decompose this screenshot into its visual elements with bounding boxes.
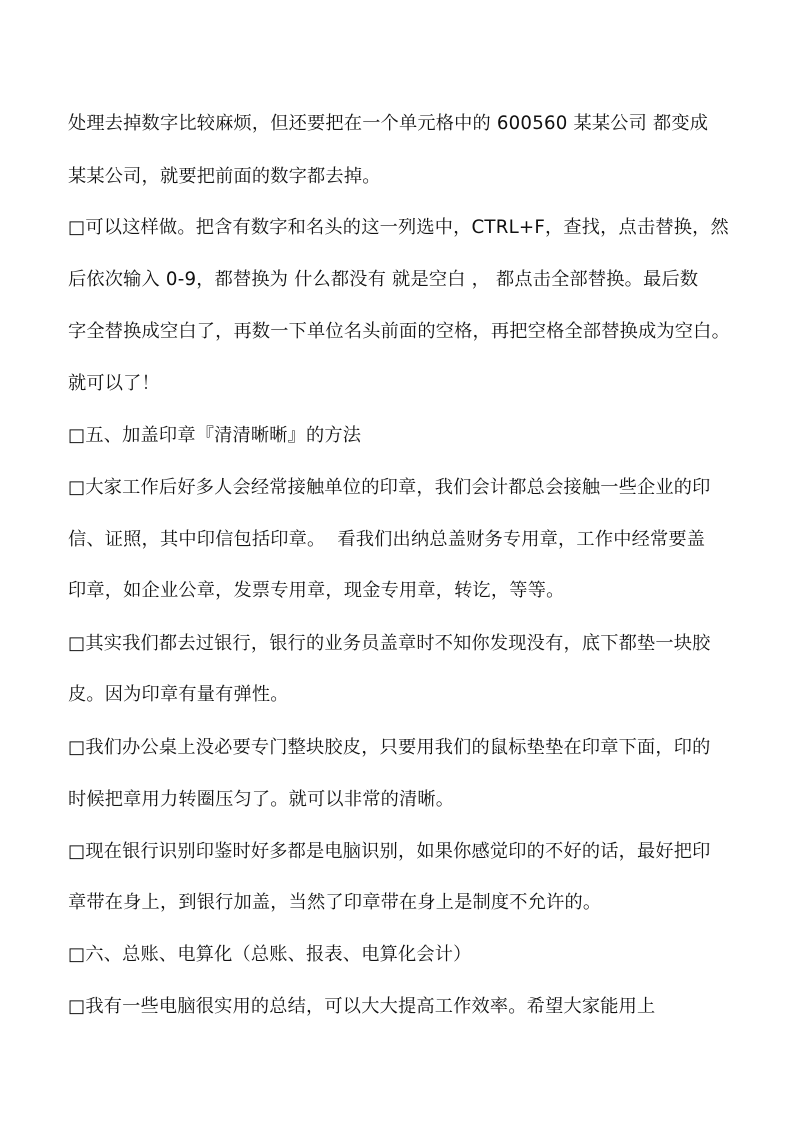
text-line: □现在银行识别印鉴时好多都是电脑识别，如果你感觉印的不好的话，最好把印 bbox=[68, 841, 711, 862]
text-line: 时候把章用力转圈压匀了。就可以非常的清晰。 bbox=[68, 789, 455, 810]
text-line: 印章，如企业公章，发票专用章，现金专用章，转讫，等等。 bbox=[68, 580, 565, 601]
section-heading: □六、总账、电算化（总账、报表、电算化会计） bbox=[68, 944, 472, 965]
text-line: □大家工作后好多人会经常接触单位的印章，我们会计都总会接触一些企业的印 bbox=[68, 477, 711, 498]
text-line: 章带在身上，到银行加盖，当然了印章带在身上是制度不允许的。 bbox=[68, 892, 602, 913]
text-line: □可以这样做。把含有数字和名头的这一列选中，CTRL+F，查找，点击替换，然 bbox=[68, 217, 729, 238]
text-line: 某某公司，就要把前面的数字都去掉。 bbox=[68, 166, 381, 187]
text-line: □我有一些电脑很实用的总结，可以大大提高工作效率。希望大家能用上 bbox=[68, 996, 656, 1017]
text-line: 信、证照，其中印信包括印章。 看我们出纳总盖财务专用章，工作中经常要盖 bbox=[68, 529, 706, 550]
text-line: □我们办公桌上没必要专门整块胶皮，只要用我们的鼠标垫垫在印章下面，印的 bbox=[68, 737, 711, 758]
text-line: □其实我们都去过银行，银行的业务员盖章时不知你发现没有，底下都垫一块胶 bbox=[68, 633, 711, 654]
text-line: 就可以了！ bbox=[68, 373, 160, 394]
text-line: 后依次输入 0-9，都替换为 什么都没有 就是空白 ， 都点击全部替换。最后数 bbox=[68, 269, 699, 290]
text-line: 字全替换成空白了，再数一下单位名头前面的空格，再把空格全部替换成为空白。 bbox=[68, 321, 730, 342]
text-line: 处理去掉数字比较麻烦，但还要把在一个单元格中的 600560 某某公司 都变成 bbox=[68, 113, 709, 134]
section-heading: □五、加盖印章『清清晰晰』的方法 bbox=[68, 425, 362, 446]
text-line: 皮。因为印章有量有弹性。 bbox=[68, 684, 289, 705]
